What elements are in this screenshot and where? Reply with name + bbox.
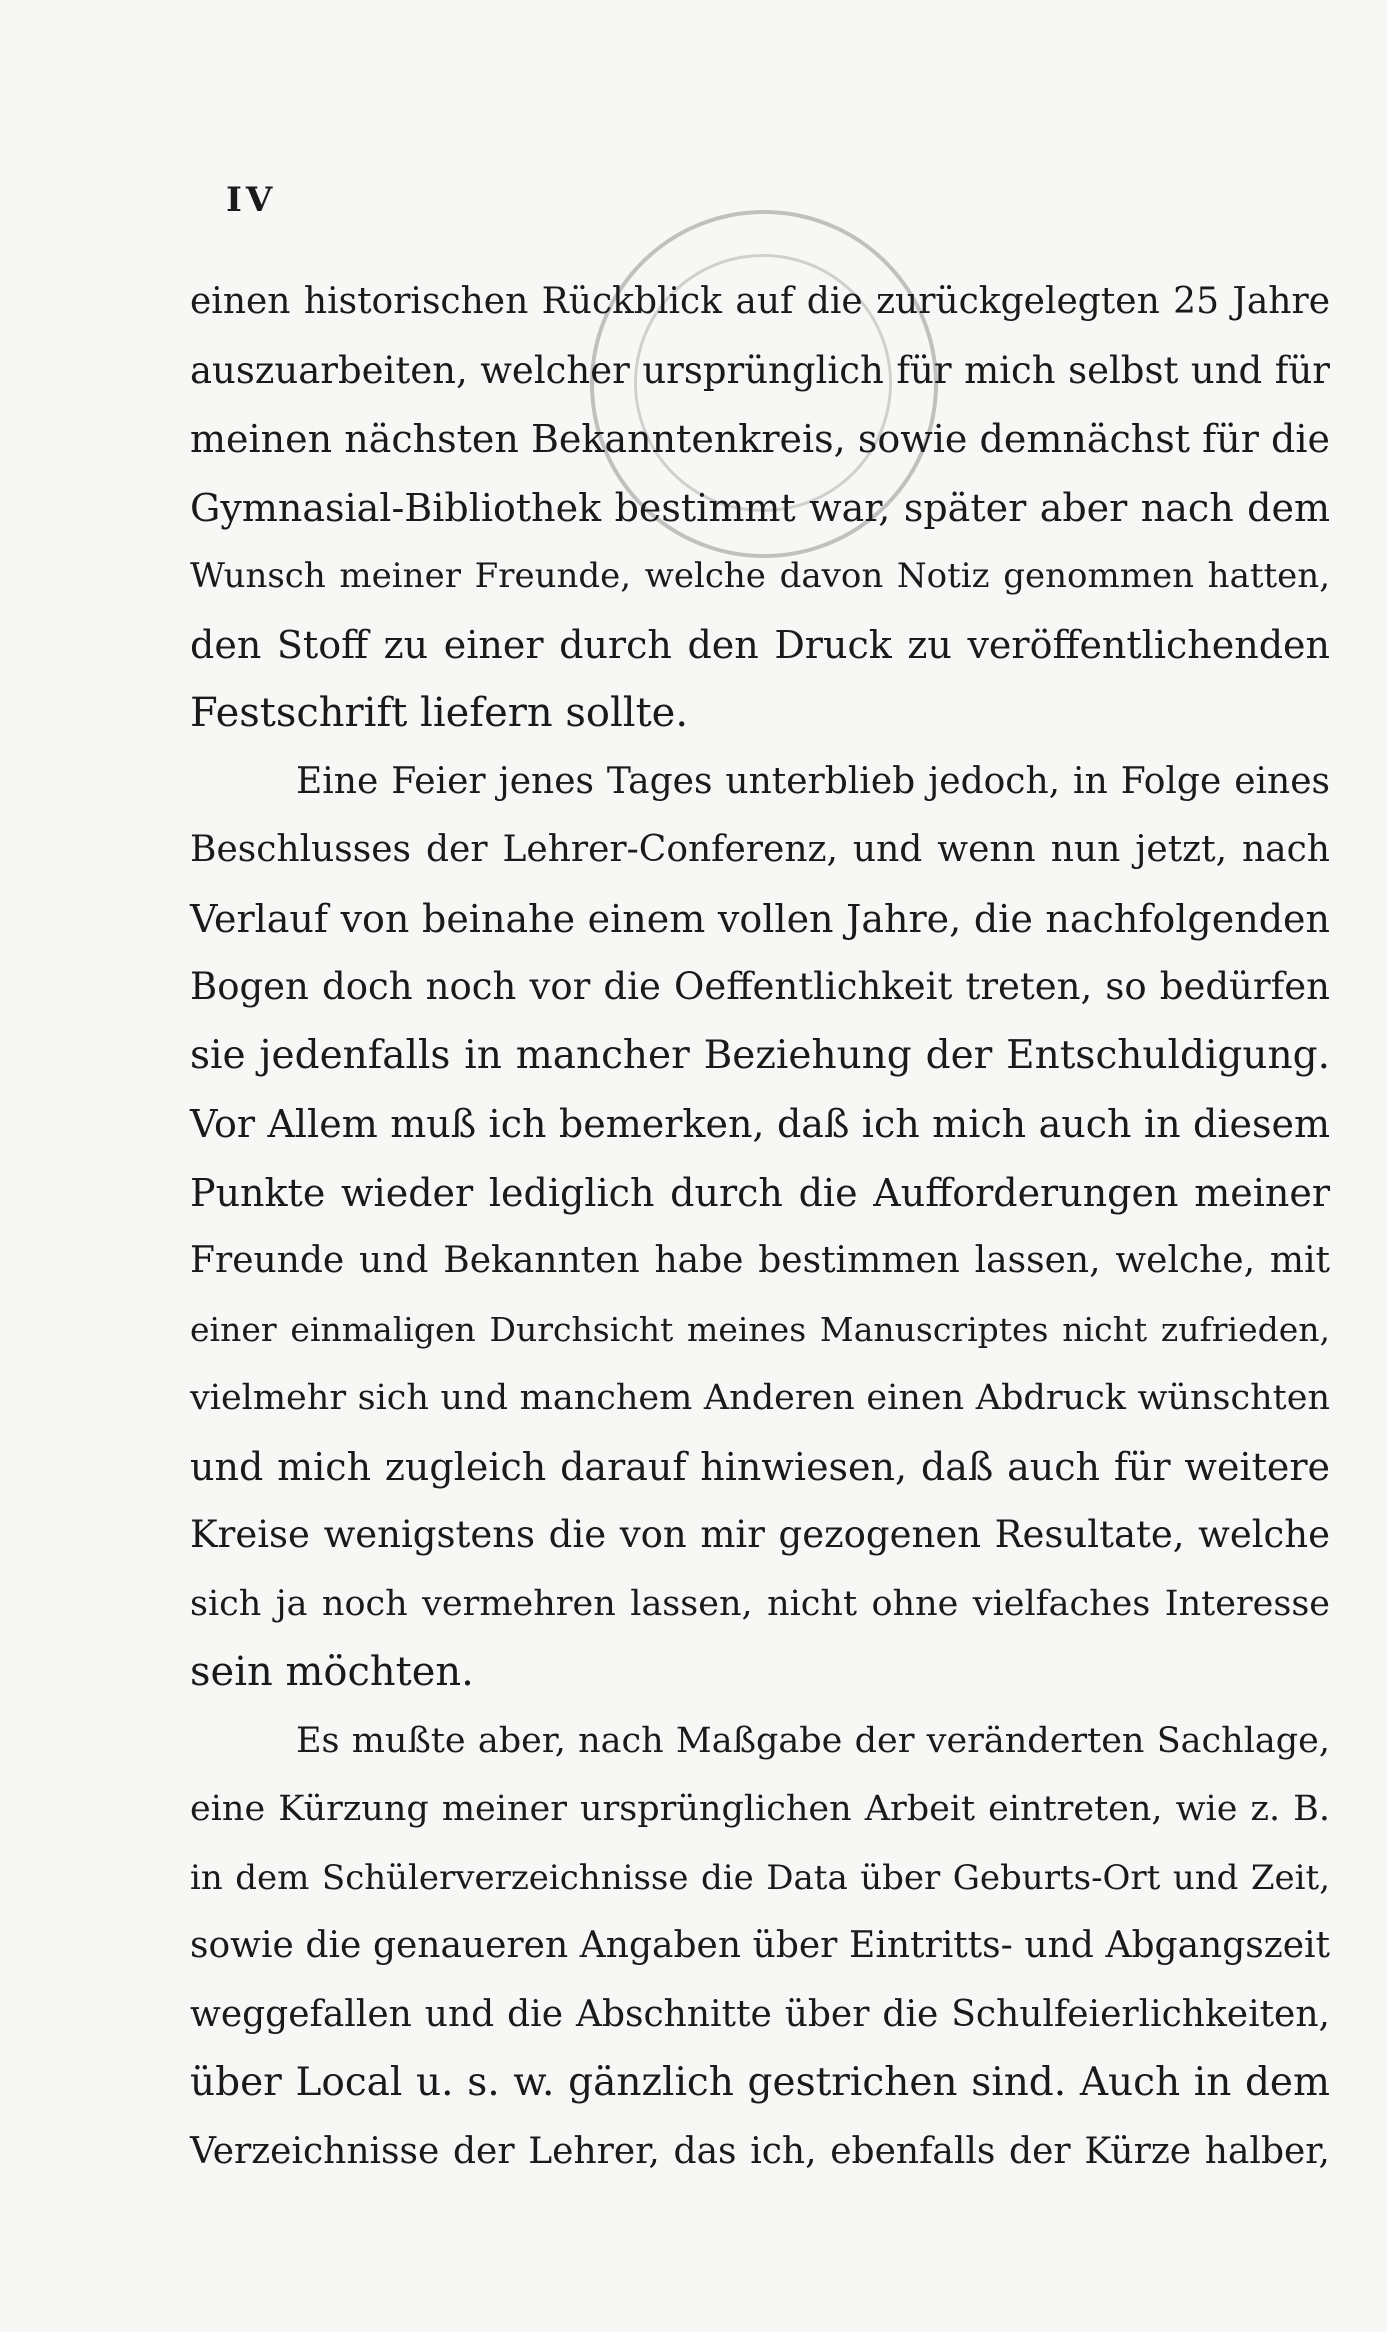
text-line: Kreise wenigstens die von mir gezogenen Resultate, welche [190,1513,1330,1556]
text-line: Wunsch meiner Freunde, welche davon Notiz genommen hatten, [190,556,1330,596]
text-line: und mich zugleich darauf hinwiesen, daß auch für weitere [190,1444,1330,1489]
text-line: sein möchten. [190,1649,474,1695]
text-line: über Local u. s. w. gänzlich gestrichen sind. Auch in dem [190,2060,1330,2105]
text-line: Punkte wieder lediglich durch die Aufforderungen meiner [190,1170,1330,1215]
text-line: Es mußte aber, nach Maßgabe der veränderten Sachlage, [296,1720,1330,1761]
text-line: Eine Feier jenes Tages unterblieb jedoch, in Folge eines [296,760,1330,802]
text-line: Gymnasial-Bibliothek bestimmt war, später aber nach dem [190,485,1330,530]
text-line: sie jedenfalls in mancher Beziehung der Entschuldigung. [190,1032,1330,1078]
text-line: eine Kürzung meiner ursprünglichen Arbeit eintreten, wie z. B. [190,1789,1330,1829]
body-text [190,268,1330,2186]
text-line: in dem Schülerverzeichnisse die Data über Geburts-Ort und Zeit, [190,1857,1330,1898]
text-line: Bogen doch noch vor die Oeffentlichkeit treten, so bedürfen [190,965,1330,1008]
paragraph-1 [190,268,1330,748]
text-line: weggefallen und die Abschnitte über die Schulfeierlichkeiten, [190,1993,1330,2035]
text-line: den Stoff zu einer durch den Druck zu veröffentlichenden [190,622,1330,667]
text-line: Vor Allem muß ich bemerken, daß ich mich auch in diesem [190,1102,1330,1146]
paragraph-2 [190,748,1330,1707]
paragraph-3 [190,1707,1330,2187]
text-line: einen historischen Rückblick auf die zurückgelegten 25 Jahre [190,281,1330,322]
text-line: Beschlusses der Lehrer-Conferenz, und wenn nun jetzt, nach [190,829,1330,870]
text-line: meinen nächsten Bekanntenkreis, sowie demnächst für die [190,417,1330,461]
text-line: einer einmaligen Durchsicht meines Manuscriptes nicht zufrieden, [190,1309,1330,1349]
text-line: auszuarbeiten, welcher ursprünglich für mich selbst und für [190,348,1330,392]
text-line: sich ja noch vermehren lassen, nicht ohne vielfaches Interesse [190,1583,1330,1624]
text-line: sowie die genaueren Angaben über Eintritts- und Abgangszeit [190,1925,1330,1966]
text-line: Verzeichnisse der Lehrer, das ich, ebenfalls der Kürze halber, [190,2130,1330,2172]
text-line: Freunde und Bekannten habe bestimmen lassen, welche, mit [190,1240,1330,1281]
text-line: Verlauf von beinahe einem vollen Jahre, die nachfolgenden [190,896,1330,941]
text-line: Festschrift liefern sollte. [190,690,689,736]
text-line: vielmehr sich und manchem Anderen einen Abdruck wünschten [190,1378,1330,1418]
page-number: IV [226,180,277,220]
